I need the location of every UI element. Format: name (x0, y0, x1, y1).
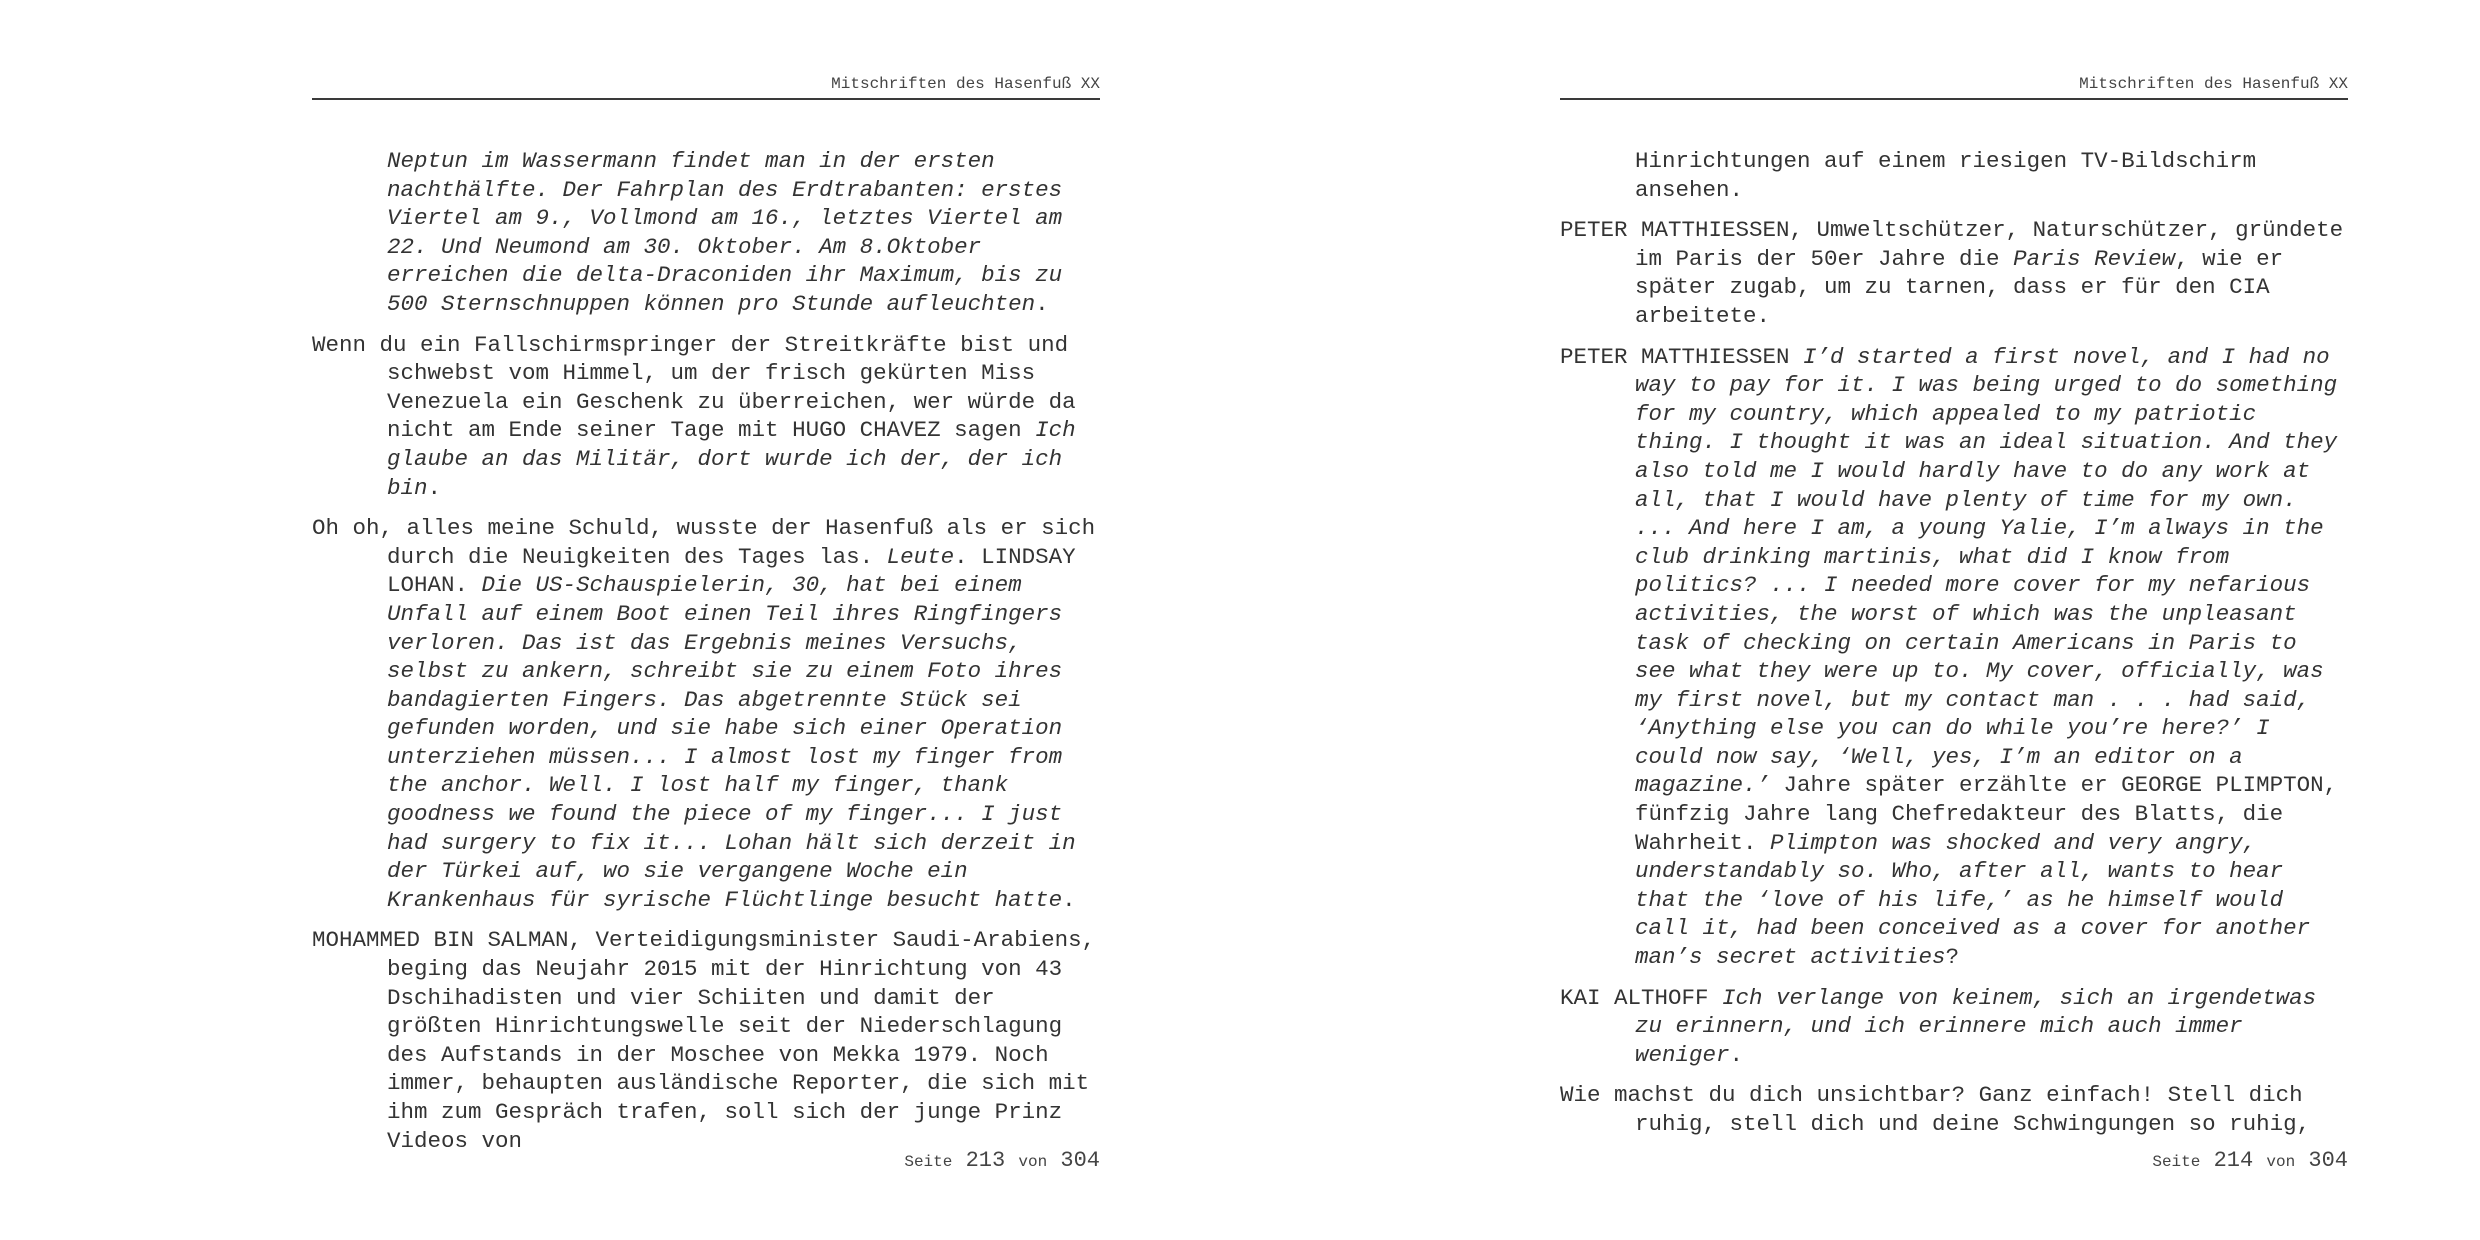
page-body (312, 147, 1100, 1167)
text-run: MOHAMMED BIN SALMAN, Verteidigungsminister Saudi-Arabiens, beging das Neujahr 2015 mit der Hinrichtung von 43 Dschihadisten und vier Schiiten und damit der größten Hinrichtungswelle seit der Niederschlagung des Aufstands in der Moschee von Mekka 1979. Noch immer, behaupten ausländische Reporter, die sich mit ihm zum Gespräch trafen, soll sich der junge Prinz Videos von (312, 927, 1096, 1154)
text-run: PETER MATTHIESSEN (1560, 343, 1804, 370)
page-left (312, 0, 1100, 1240)
text-run: , wie er später zugab, um zu tarnen, dass er für den CIA arbeitete. (1635, 245, 2284, 329)
text-run: . LINDSAY LOHAN. (387, 543, 1076, 599)
text-run: Wie machst du dich unsichtbar? Ganz einfach! Stell dich ruhig, stell dich und deine Schwingungen so ruhig, (1560, 1082, 2311, 1137)
running-head: Mitschriften des Hasenfuß XX (1560, 75, 2348, 100)
page-footer (2152, 1147, 2348, 1176)
footer-page-number: 214 (2213, 1148, 2254, 1173)
text-run: . (1062, 886, 1076, 913)
paragraph (312, 147, 1100, 319)
italic-text: I’d started a first novel, and I had no way to pay for it. I was being urged to do something for my country, which appealed to my patriotic thing. I thought it was an ideal situation. And they also told me I would hardly have to do any work at all, that I would have plenty of time for my own. ... And here I am, a young Yalie, I’m always in the club drinking martinis, what did I know from politics? ... I needed more cover for my nefarious activities, the worst of which was the unpleasant task of checking on certain Americans in Paris to see what they were up to. My cover, officially, was my first novel, but my contact man . . . had said, ‘Anything else you can do while you’re here?’ I could now say, ‘Well, yes, I’m an editor on a magazine.’ (1635, 343, 2338, 799)
text-run: ? (1945, 944, 1960, 971)
running-head: Mitschriften des Hasenfuß XX (312, 75, 1100, 100)
paragraph (1560, 147, 2348, 204)
footer-total-pages: 304 (1060, 1148, 1100, 1173)
text-run: . (1729, 1041, 1744, 1068)
italic-text: Leute (886, 543, 955, 570)
footer-word-seite: Seite (904, 1153, 953, 1171)
footer-word-seite: Seite (2152, 1153, 2201, 1171)
text-run: Jahre später erzählte er GEORGE PLIMPTON, fünfzig Jahre lang Chefredakteur des Blatts, die Wahrheit. (1635, 772, 2338, 856)
paragraph (312, 514, 1100, 914)
page-body (1560, 147, 2348, 1151)
italic-text: Die US-Schauspielerin, 30, hat bei einem Unfall auf einem Boot einen Teil ihres Ringfingers verloren. Das ist das Ergebnis meines Versuchs, selbst zu ankern, schreibt sie zu einem Foto ihres bandagierten Fingers. Das abgetrennte Stück sei gefunden worden, und sie habe sich einer Operation unterziehen müssen... I almost lost my finger from the anchor. Well. I lost half my finger, thank goodness we found the piece of my finger... I just had surgery to fix it... Lohan hält sich derzeit in der Türkei auf, wo sie vergangene Woche ein Krankenhaus für syrische Flüchtlinge besucht hatte (387, 572, 1076, 913)
paragraph (1560, 1081, 2348, 1138)
text-run: . (427, 474, 442, 501)
paragraph (1560, 984, 2348, 1070)
paragraph (1560, 343, 2348, 972)
text-run: . (1035, 290, 1049, 317)
paragraph (312, 926, 1100, 1155)
text-run: KAI ALTHOFF (1560, 984, 1723, 1011)
footer-word-von: von (1018, 1153, 1048, 1171)
text-run: PETER MATTHIESSEN, Umweltschützer, Naturschützer, gründete im Paris der 50er Jahre die (1560, 217, 2344, 272)
italic-text: Neptun im Wassermann findet man in der ersten nachthälfte. Der Fahrplan des Erdtrabanten: erstes Viertel am 9., Vollmond am 16., letztes Viertel am 22. Und Neumond am 30. Oktober. Am 8.Oktober erreichen die delta-Draconiden ihr Maximum, bis zu 500 Sternschnuppen können pro Stunde aufleuchten (387, 148, 1063, 317)
text-run: Wenn du ein Fallschirmspringer der Streitkräfte bist und schwebst vom Himmel, um der frisch gekürten Miss Venezuela ein Geschenk zu überreichen, wer würde da nicht am Ende seiner Tage mit HUGO CHAVEZ sagen (312, 331, 1076, 444)
page-footer (904, 1147, 1100, 1176)
footer-word-von: von (2266, 1153, 2296, 1171)
paragraph (1560, 216, 2348, 330)
italic-text: Plimpton was shocked and very angry, understandably so. Who, after all, wants to hear that the ‘love of his life,’ as he himself would call it, had been conceived as a cover for another man’s secret activities (1635, 829, 2311, 971)
text-run: Oh oh, alles meine Schuld, wusste der Hasenfuß als er sich durch die Neuigkeiten des Tages las. (312, 515, 1096, 570)
italic-text: Ich glaube an das Militär, dort wurde ich der, der ich bin (387, 417, 1076, 501)
page-right (1560, 0, 2348, 1240)
footer-page-number: 213 (965, 1148, 1006, 1173)
paragraph (312, 331, 1100, 503)
footer-total-pages: 304 (2308, 1148, 2348, 1173)
italic-text: Paris Review (2013, 245, 2176, 272)
text-run: Hinrichtungen auf einem riesigen TV-Bildschirm ansehen. (1635, 148, 2257, 203)
italic-text: Ich verlange von keinem, sich an irgendetwas zu erinnern, und ich erinnere mich auch immer weniger (1635, 984, 2317, 1068)
